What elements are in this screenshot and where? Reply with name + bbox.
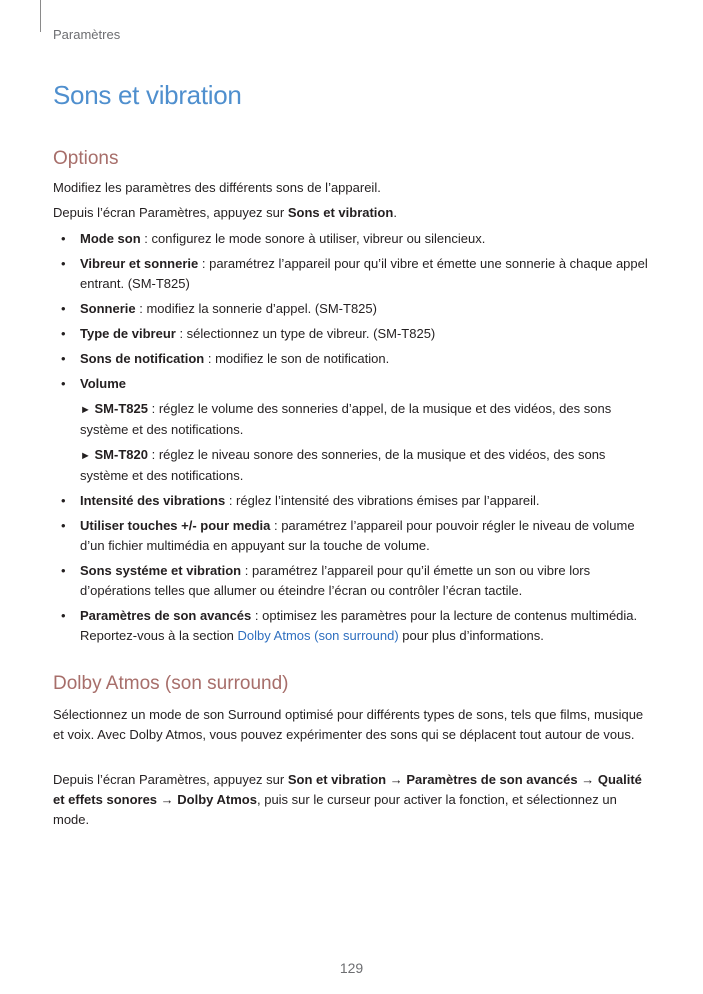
- options-heading: Options: [53, 148, 119, 169]
- options-list: [53, 229, 653, 651]
- list-item-vibreur-sonnerie: [53, 254, 653, 294]
- list-item-type-vibreur: [53, 324, 653, 344]
- list-item-sons-notification: [53, 349, 653, 369]
- item-text: : modifiez le son de notification.: [204, 351, 390, 366]
- options-path-prefix: Depuis l’écran Paramètres, appuyez sur: [53, 205, 288, 220]
- item-label: Sonnerie: [80, 301, 136, 316]
- item-text: : réglez l’intensité des vibrations émises par l’appareil.: [225, 493, 540, 508]
- list-item-mode-son: [53, 229, 653, 249]
- list-item-intensite-vibrations: [53, 491, 653, 511]
- list-item-parametres-avances: [53, 606, 653, 646]
- bullet-icon: •: [61, 608, 66, 623]
- sub-item-label: SM-T820: [94, 447, 148, 462]
- options-intro: Modifiez les paramètres des différents sons de l’appareil.: [53, 180, 381, 195]
- item-label: Intensité des vibrations: [80, 493, 226, 508]
- bullet-icon: •: [61, 326, 66, 341]
- options-path: [53, 203, 653, 223]
- arrow-right-icon: →: [577, 772, 598, 787]
- sub-item-label: SM-T825: [94, 401, 148, 416]
- sub-item-text: : réglez le niveau sonore des sonneries, de la musique et des vidéos, des sons système et des notifications.: [80, 447, 606, 483]
- bullet-icon: •: [61, 563, 66, 578]
- triangle-right-icon: ►: [80, 404, 91, 416]
- item-text: : paramétrez l’appareil pour qu’il vibre et émette une sonnerie à chaque appel entrant. (SM-T825): [80, 256, 648, 291]
- arrow-right-icon: →: [157, 792, 178, 807]
- item-label: Mode son: [80, 231, 141, 246]
- section-label: Paramètres: [53, 27, 121, 42]
- list-item-volume: [53, 374, 653, 486]
- sub-item-text: : réglez le volume des sonneries d’appel, de la musique et des vidéos, des sons système et des notifications.: [80, 401, 612, 437]
- item-text: : optimisez les paramètres pour la lecture de contenus multimédia. Reportez-vous à la section: [80, 608, 638, 643]
- list-item-touches-media: [53, 516, 653, 556]
- options-path-suffix: .: [393, 205, 397, 220]
- header-divider: [40, 0, 41, 32]
- list-item-sons-systeme: [53, 561, 653, 601]
- bullet-icon: •: [61, 301, 66, 316]
- bullet-icon: •: [61, 493, 66, 508]
- dolby-path-prefix: Depuis l’écran Paramètres, appuyez sur: [53, 772, 288, 787]
- item-text: : sélectionnez un type de vibreur. (SM-T825): [175, 326, 436, 341]
- bullet-icon: •: [61, 351, 66, 366]
- item-label: Utiliser touches +/- pour media: [80, 518, 271, 533]
- arrow-right-icon: →: [386, 772, 407, 787]
- bullet-icon: •: [61, 256, 66, 271]
- item-text: : modifiez la sonnerie d’appel. (SM-T825): [135, 301, 377, 316]
- item-label: Sons de notification: [80, 351, 205, 366]
- volume-sub-item-t825: [80, 399, 653, 440]
- item-label: Paramètres de son avancés: [80, 608, 252, 623]
- bullet-icon: •: [61, 376, 66, 391]
- dolby-heading: Dolby Atmos (son surround): [53, 673, 289, 694]
- path-step-2: Paramètres de son avancés: [406, 772, 578, 787]
- dolby-atmos-link[interactable]: Dolby Atmos (son surround): [237, 628, 399, 643]
- item-text: : paramétrez l’appareil pour qu’il émette un son ou vibre lors d’opérations telles que allumer ou éteindre l’écran ou contrôler l’écran tactile.: [80, 563, 591, 598]
- dolby-path-suffix: , puis sur le curseur pour activer la fonction, et sélectionnez un mode.: [53, 792, 617, 827]
- dolby-intro: Sélectionnez un mode de son Surround optimisé pour différents types de sons, tels que films, musique et voix. Avec Dolby Atmos, vous pouvez expérimenter des sons qui se déplacent tout autour de vous.: [53, 707, 644, 742]
- page-title: Sons et vibration: [53, 80, 242, 110]
- options-path-bold: Sons et vibration: [287, 205, 394, 220]
- item-text-after: pour plus d’informations.: [398, 628, 544, 643]
- bullet-icon: •: [61, 231, 66, 246]
- bullet-icon: •: [61, 518, 66, 533]
- item-label: Vibreur et sonnerie: [80, 256, 199, 271]
- item-label: Volume: [80, 376, 126, 391]
- item-label: Type de vibreur: [80, 326, 176, 341]
- path-step-4: Dolby Atmos: [177, 792, 257, 807]
- dolby-path: [53, 770, 653, 830]
- page-number: 129: [339, 960, 364, 976]
- item-text: : configurez le mode sonore à utiliser, vibreur ou silencieux.: [140, 231, 486, 246]
- volume-sub-item-t820: [80, 445, 653, 486]
- path-step-3: Qualité et effets sonores: [53, 772, 642, 807]
- list-item-sonnerie: [53, 299, 653, 319]
- item-text: : paramétrez l’appareil pour pouvoir régler le niveau de volume d’un fichier multimédia en appuyant sur la touche de volume.: [80, 518, 635, 553]
- item-label: Sons systéme et vibration: [80, 563, 242, 578]
- path-step-1: Son et vibration: [287, 772, 387, 787]
- triangle-right-icon: ►: [80, 450, 91, 462]
